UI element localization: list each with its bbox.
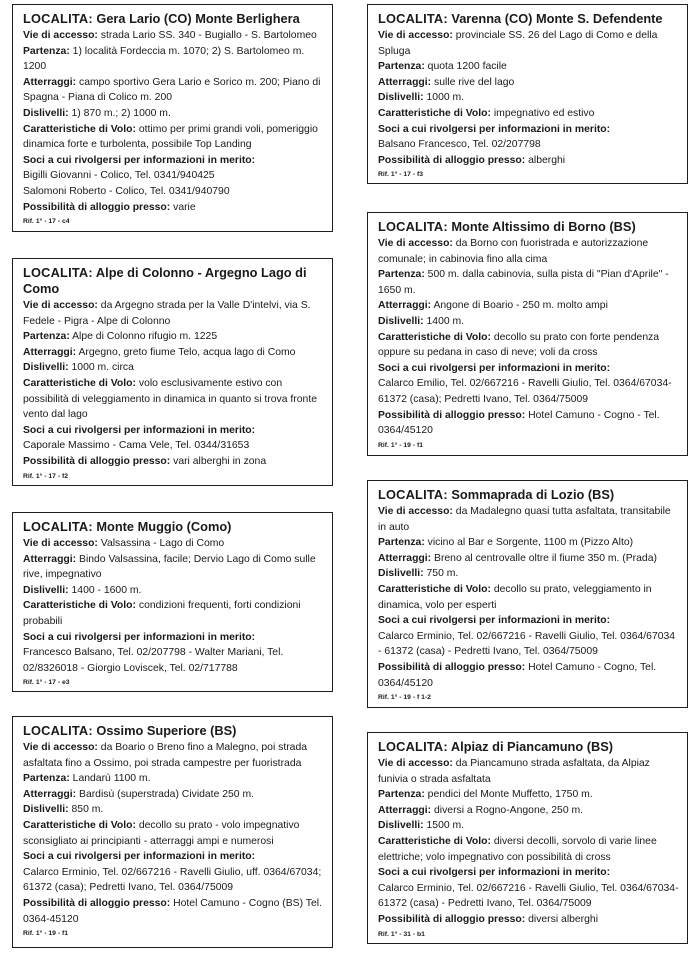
- contacts-heading: Soci a cui rivolgersi per informazioni in merito:: [378, 123, 611, 135]
- reference-code: Rif. 1° - 17 - e3: [23, 679, 70, 687]
- landing-row: Atterraggi: sulle rive del lago: [378, 76, 515, 88]
- departure-row: Partenza: Alpe di Colonno rifugio m. 1225: [23, 331, 218, 343]
- landing-row: Atterraggi: Angone di Boario - 250 m. molto ampi: [378, 300, 608, 312]
- lodging-row: Possibilità di alloggio presso: Hotel Camuno - Cogno, Tel. 0364/45120: [378, 661, 657, 689]
- contact-line: Balsano Francesco, Tel. 02/207798: [378, 139, 541, 151]
- contact-line: Calarco Erminio, Tel. 02/667216 - Ravelli Giulio, Tel. 0364/67034-61372 (casa) - Pedretti Ivano, Tel. 0364/75009: [378, 882, 679, 910]
- listing-card-varenna: [367, 4, 688, 184]
- contact-line: Calarco Emilio, Tel. 02/667216 - Ravelli Giulio, Tel. 0364/67034-61372 (casa); Pedretti Ivano, Tel. 0364/75009: [378, 378, 672, 405]
- departure-row: Partenza: Landarù 1100 m.: [23, 773, 151, 785]
- card-title: LOCALITA: Gera Lario (CO) Monte Berlighera: [23, 11, 300, 26]
- access-row: Vie di accesso: provinciale SS. 26 del Lago di Como e della Spluga: [378, 30, 658, 57]
- card-title: LOCALITA: Monte Muggio (Como): [23, 519, 232, 534]
- card-title: LOCALITA: Alpe di Colonno - Argegno Lago di Como: [23, 265, 307, 296]
- card-title: LOCALITA: Varenna (CO) Monte S. Defendente: [378, 11, 663, 26]
- lodging-row: Possibilità di alloggio presso: Hotel Camuno - Cogno (BS) Tel. 0364-45120: [23, 897, 322, 925]
- reference-code: Rif. 1° - 31 - b1: [378, 930, 425, 938]
- access-row: Vie di accesso: da Madalegno quasi tutta asfaltata, transitabile in auto: [378, 506, 671, 533]
- landing-row: Atterraggi: campo sportivo Gera Lario e Sorico m. 200; Piano di Spagna - Piana di Colico m. 200: [23, 76, 321, 104]
- reference-code: Rif. 1° - 19 - f1: [23, 930, 69, 938]
- access-row: Vie di accesso: Valsassina - Lago di Como: [23, 538, 225, 549]
- contacts-heading: Soci a cui rivolgersi per informazioni in merito:: [23, 851, 256, 863]
- contacts-heading: Soci a cui rivolgersi per informazioni in merito:: [378, 362, 611, 374]
- access-row: Vie di accesso: da Borno con fuoristrada e autorizzazione comunale; in cabinovia fino alla cima: [378, 238, 649, 265]
- contacts-heading: Soci a cui rivolgersi per informazioni in merito:: [23, 631, 256, 643]
- lodging-row: Possibilità di alloggio presso: alberghi: [378, 154, 566, 166]
- landing-row: Atterraggi: Bindo Valsassina, facile; Dervio Lago di Como sulle rive, impegnativo: [23, 553, 316, 581]
- contacts-heading: Soci a cui rivolgersi per informazioni in merito:: [23, 424, 256, 436]
- contact-line: Francesco Balsano, Tel. 02/207798 - Walter Mariani, Tel. 02/8326018 - Giorgio Loviscek, Tel. 02/717788: [23, 647, 284, 674]
- departure-row: Partenza: quota 1200 facile: [378, 61, 507, 73]
- access-row: Vie di accesso: da Argegno strada per la Valle D'intelvi, via S. Fedele - Pigra - Alpe di Colonno: [23, 300, 311, 327]
- reference-code: Rif. 1° - 19 - f 1-2: [378, 694, 431, 702]
- card-title: LOCALITA: Monte Altissimo di Borno (BS): [378, 219, 636, 234]
- listing-card-sommaprada: [367, 480, 688, 708]
- contacts-heading: Soci a cui rivolgersi per informazioni in merito:: [378, 615, 611, 627]
- flight-row: Caratteristiche di Volo: volo esclusivamente estivo con possibilità di veleggiamento in dinamica in quanto si trova fronte vento dal lago: [23, 377, 317, 421]
- flight-row: Caratteristiche di Volo: decollo su prato con forte pendenza oppure su pedana in caso di neve; voli da cross: [378, 331, 660, 359]
- listing-card-alpiaz: [367, 732, 688, 944]
- lodging-row: Possibilità di alloggio presso: Hotel Camuno - Cogno - Tel. 0364/45120: [378, 409, 660, 437]
- access-row: Vie di accesso: strada Lario SS. 340 - Bugiallo - S. Bartolomeo: [23, 30, 317, 41]
- altitude-row: Dislivelli: 750 m.: [378, 568, 459, 580]
- departure-row: Partenza: 500 m. dalla cabinovia, sulla pista di "Pian d'Aprile" - 1650 m.: [378, 269, 669, 296]
- listing-card-monte-altissimo: [367, 212, 688, 456]
- reference-code: Rif. 1° - 19 - f1: [378, 441, 424, 449]
- flight-row: Caratteristiche di Volo: diversi decolli, sorvolo di varie linee elettriche; volo impegnativo con possibilità di cross: [378, 835, 657, 863]
- contacts-heading: Soci a cui rivolgersi per informazioni in merito:: [23, 154, 256, 166]
- altitude-row: Dislivelli: 1) 870 m.; 2) 1000 m.: [23, 107, 171, 119]
- listing-card-gera-lario: [12, 4, 333, 232]
- access-row: Vie di accesso: da Piancamuno strada asfaltata, da Alpiaz funivia o strada asfaltata: [378, 758, 650, 785]
- altitude-row: Dislivelli: 1400 m.: [378, 315, 465, 327]
- landing-row: Atterraggi: Argegno, greto fiume Telo, acqua lago di Como: [23, 346, 296, 358]
- flight-row: Caratteristiche di Volo: ottimo per primi grandi voli, pomeriggio dinamica forte e turbolenta, possibile Top Landing: [23, 123, 318, 151]
- flight-row: Caratteristiche di Volo: decollo su prato, veleggiamento in dinamica, volo per esperti: [378, 583, 652, 611]
- contact-line: Calarco Erminio, Tel. 02/667216 - Ravelli Giulio, uff. 0364/67034; 61372 (casa); Pedretti Ivano, Tel. 0364/75009: [23, 866, 322, 894]
- landing-row: Atterraggi: Breno al centrovalle oltre il fiume 350 m. (Prada): [378, 552, 657, 564]
- departure-row: Partenza: 1) località Fordeccia m. 1070; 2) S. Bartolomeo m. 1200: [23, 45, 305, 73]
- listing-card-alpe-di-colonno: [12, 258, 333, 486]
- contact-line: Salomoni Roberto - Colico, Tel. 0341/940790: [23, 185, 230, 197]
- card-title: LOCALITA: Sommaprada di Lozio (BS): [378, 487, 615, 502]
- lodging-row: Possibilità di alloggio presso: diversi alberghi: [378, 913, 599, 925]
- altitude-row: Dislivelli: 1000 m.: [378, 92, 465, 104]
- reference-code: Rif. 1° - 17 - f3: [378, 171, 424, 179]
- card-title: LOCALITA: Ossimo Superiore (BS): [23, 723, 237, 738]
- altitude-row: Dislivelli: 1400 - 1600 m.: [23, 584, 142, 596]
- reference-code: Rif. 1° - 17 - c4: [23, 218, 70, 226]
- altitude-row: Dislivelli: 850 m.: [23, 804, 104, 816]
- landing-row: Atterraggi: Bardisù (superstrada) Cividate 250 m.: [23, 788, 255, 800]
- flight-row: Caratteristiche di Volo: impegnativo ed estivo: [378, 107, 595, 119]
- access-row: Vie di accesso: da Boario o Breno fino a Malegno, poi strada asfaltata fino a Ossimo, poi strada campestre per fuoristrada: [23, 742, 308, 769]
- contacts-heading: Soci a cui rivolgersi per informazioni in merito:: [378, 867, 611, 879]
- contact-line: Caporale Massimo - Cama Vele, Tel. 0344/31653: [23, 440, 250, 452]
- altitude-row: Dislivelli: 1500 m.: [378, 820, 465, 832]
- flight-row: Caratteristiche di Volo: decollo su prato - volo impegnativo sconsigliato ai principianti - atterraggi ampi e numerosi: [23, 819, 300, 847]
- departure-row: Partenza: pendici del Monte Muffetto, 1750 m.: [378, 789, 593, 801]
- landing-row: Atterraggi: diversi a Rogno-Angone, 250 m.: [378, 804, 584, 816]
- lodging-row: Possibilità di alloggio presso: varie: [23, 201, 196, 213]
- departure-row: Partenza: vicino al Bar e Sorgente, 1100 m (Pizzo Alto): [378, 537, 634, 549]
- flight-row: Caratteristiche di Volo: condizioni frequenti, forti condizioni probabili: [23, 600, 301, 627]
- lodging-row: Possibilità di alloggio presso: vari alberghi in zona: [23, 455, 267, 467]
- altitude-row: Dislivelli: 1000 m. circa: [23, 362, 134, 374]
- listing-card-monte-muggio: [12, 512, 333, 692]
- contact-line: Bigilli Giovanni - Colico, Tel. 0341/940425: [23, 170, 215, 182]
- reference-code: Rif. 1° - 17 - f2: [23, 472, 69, 480]
- listing-card-ossimo-superiore: [12, 716, 333, 948]
- card-title: LOCALITA: Alpiaz di Piancamuno (BS): [378, 739, 614, 754]
- contact-line: Calarco Erminio, Tel. 02/667216 - Ravelli Giulio, Tel. 0364/67034 - 61372 (casa) - Pedretti Ivano, Tel. 0364/75009: [378, 630, 676, 658]
